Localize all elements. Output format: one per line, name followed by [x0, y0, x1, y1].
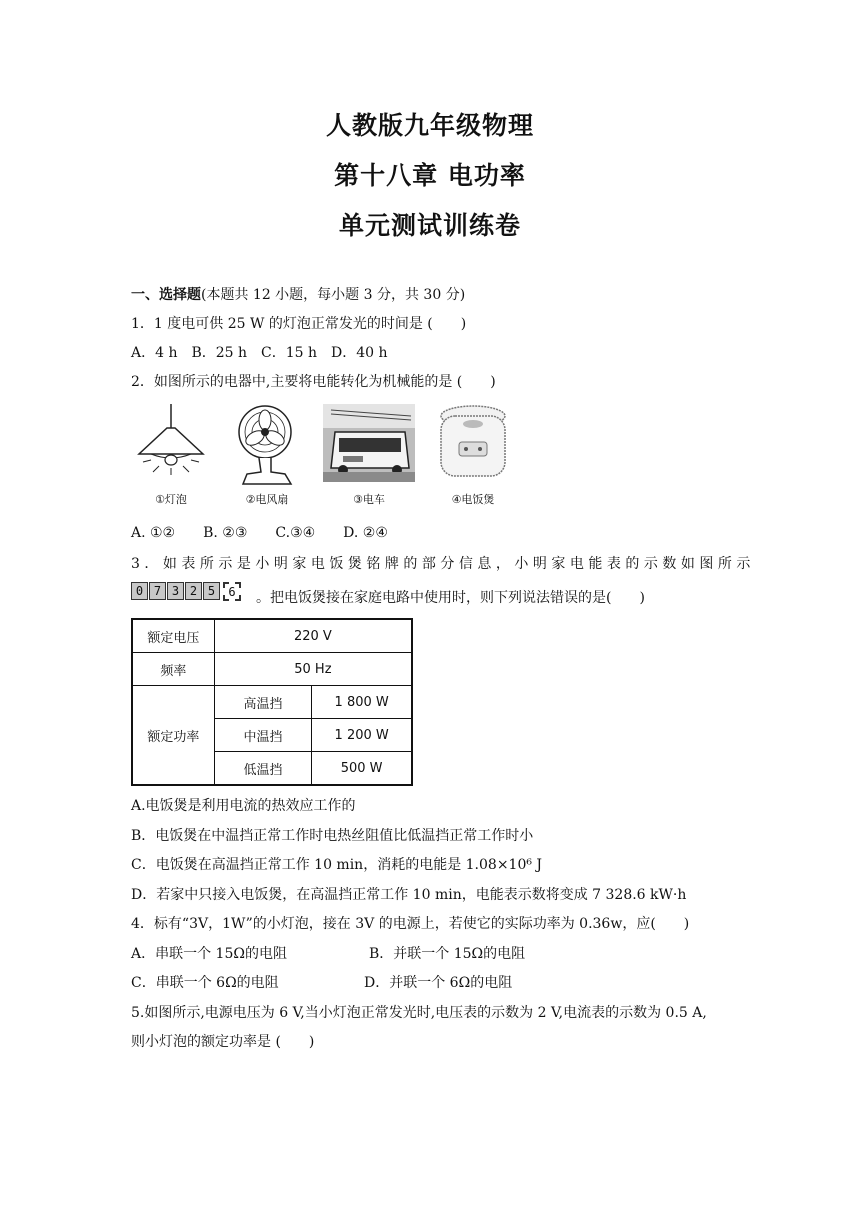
meter-digit: 7: [149, 582, 166, 600]
meter-decimal-digit: 6: [223, 582, 241, 601]
electric-meter-reading: [131, 582, 242, 602]
table-cell: 低温挡: [214, 752, 312, 786]
table-cell: 中温挡: [214, 719, 312, 752]
test-title: 单元测试训练卷: [338, 211, 521, 240]
figure-lamp: [131, 402, 211, 512]
meter-digit: 3: [167, 582, 184, 600]
table-cell: 额定电压: [132, 619, 214, 653]
table-row: [132, 653, 412, 686]
q5-stem-line1: 5.如图所示,电源电压为 6 V,当小灯泡正常发光时,电压表的示数为 2 V,电流表的示数为 0.5 A,: [131, 1005, 707, 1021]
q4-option-b: B．并联一个 15Ω的电阻: [369, 946, 526, 962]
q4-option-d: D．并联一个 6Ω的电阻: [364, 975, 513, 991]
table-cell: 频率: [132, 653, 214, 686]
table-cell: 1 200 W: [312, 719, 412, 752]
section-note: (本题共 12 小题，每小题 3 分，共 30 分): [201, 287, 466, 303]
table-row: [132, 686, 412, 719]
q2-options: A. ①② B. ②③ C.③④ D. ②④: [131, 525, 388, 541]
q3-option-b: B．电饭煲在中温挡正常工作时电热丝阻值比低温挡正常工作时小: [131, 828, 534, 844]
meter-digit: 0: [131, 582, 148, 600]
figure-caption: ②电风扇: [245, 493, 289, 506]
q4-stem: 4．标有“3V，1W”的小灯泡，接在 3V 的电源上，若使它的实际功率为 0.36w，应( ): [131, 916, 690, 932]
figure-tram: [321, 402, 417, 512]
table-cell: 220 V: [214, 619, 412, 653]
q4-option-c: C．串联一个 6Ω的电阻: [131, 975, 279, 991]
q1-options: A．4 h B．25 h C．15 h D．40 h: [131, 345, 388, 361]
q4-option-a: A．串联一个 15Ω的电阻: [131, 946, 287, 962]
q5-stem-line2: 则小灯泡的额定功率是 ( ): [131, 1034, 315, 1050]
q3-stem-line2: 。把电饭煲接在家庭电路中使用时，则下列说法错误的是( ): [256, 590, 645, 606]
table-cell: 1 800 W: [312, 686, 412, 719]
meter-digit: 2: [185, 582, 202, 600]
table-cell: 500 W: [312, 752, 412, 786]
table-cell: 额定功率: [132, 686, 214, 786]
lamp-icon: [131, 402, 211, 488]
meter-digit: 5: [203, 582, 220, 600]
table-cell: 高温挡: [214, 686, 312, 719]
q2-stem: 2．如图所示的电器中,主要将电能转化为机械能的是 ( ): [131, 374, 496, 390]
q3-stem-line1: 3．如表所示是小明家电饭煲铭牌的部分信息，小明家电能表的示数如图所示: [131, 556, 755, 572]
table-cell: 50 Hz: [214, 653, 412, 686]
q3-option-d: D．若家中只接入电饭煲，在高温挡正常工作 10 min，电能表示数将变成 7 328.6 kW·h: [131, 887, 687, 903]
figure-caption: ④电饭煲: [451, 493, 495, 506]
fan-icon: [227, 402, 307, 488]
q3-option-c: C．电饭煲在高温挡正常工作 10 min，消耗的电能是 1.08×10⁶ J: [131, 857, 543, 873]
section-heading: [131, 284, 465, 304]
chapter-title: 第十八章 电功率: [334, 161, 526, 190]
table-row: [132, 619, 412, 653]
section-label: 一、选择题: [131, 287, 201, 303]
q1-stem: 1．1 度电可供 25 W 的灯泡正常发光的时间是 ( ): [131, 316, 467, 332]
tram-icon: [321, 402, 417, 488]
figure-caption: ①灯泡: [155, 493, 187, 506]
rice-cooker-nameplate-table: [131, 618, 413, 786]
figure-rice-cooker: [433, 402, 513, 512]
figure-caption: ③电车: [353, 493, 385, 506]
q2-figures: [131, 402, 511, 512]
figure-fan: [227, 402, 307, 512]
q3-option-a: A.电饭煲是利用电流的热效应工作的: [131, 798, 356, 814]
rice-cooker-icon: [433, 402, 513, 488]
page-title: 人教版九年级物理: [325, 111, 534, 140]
